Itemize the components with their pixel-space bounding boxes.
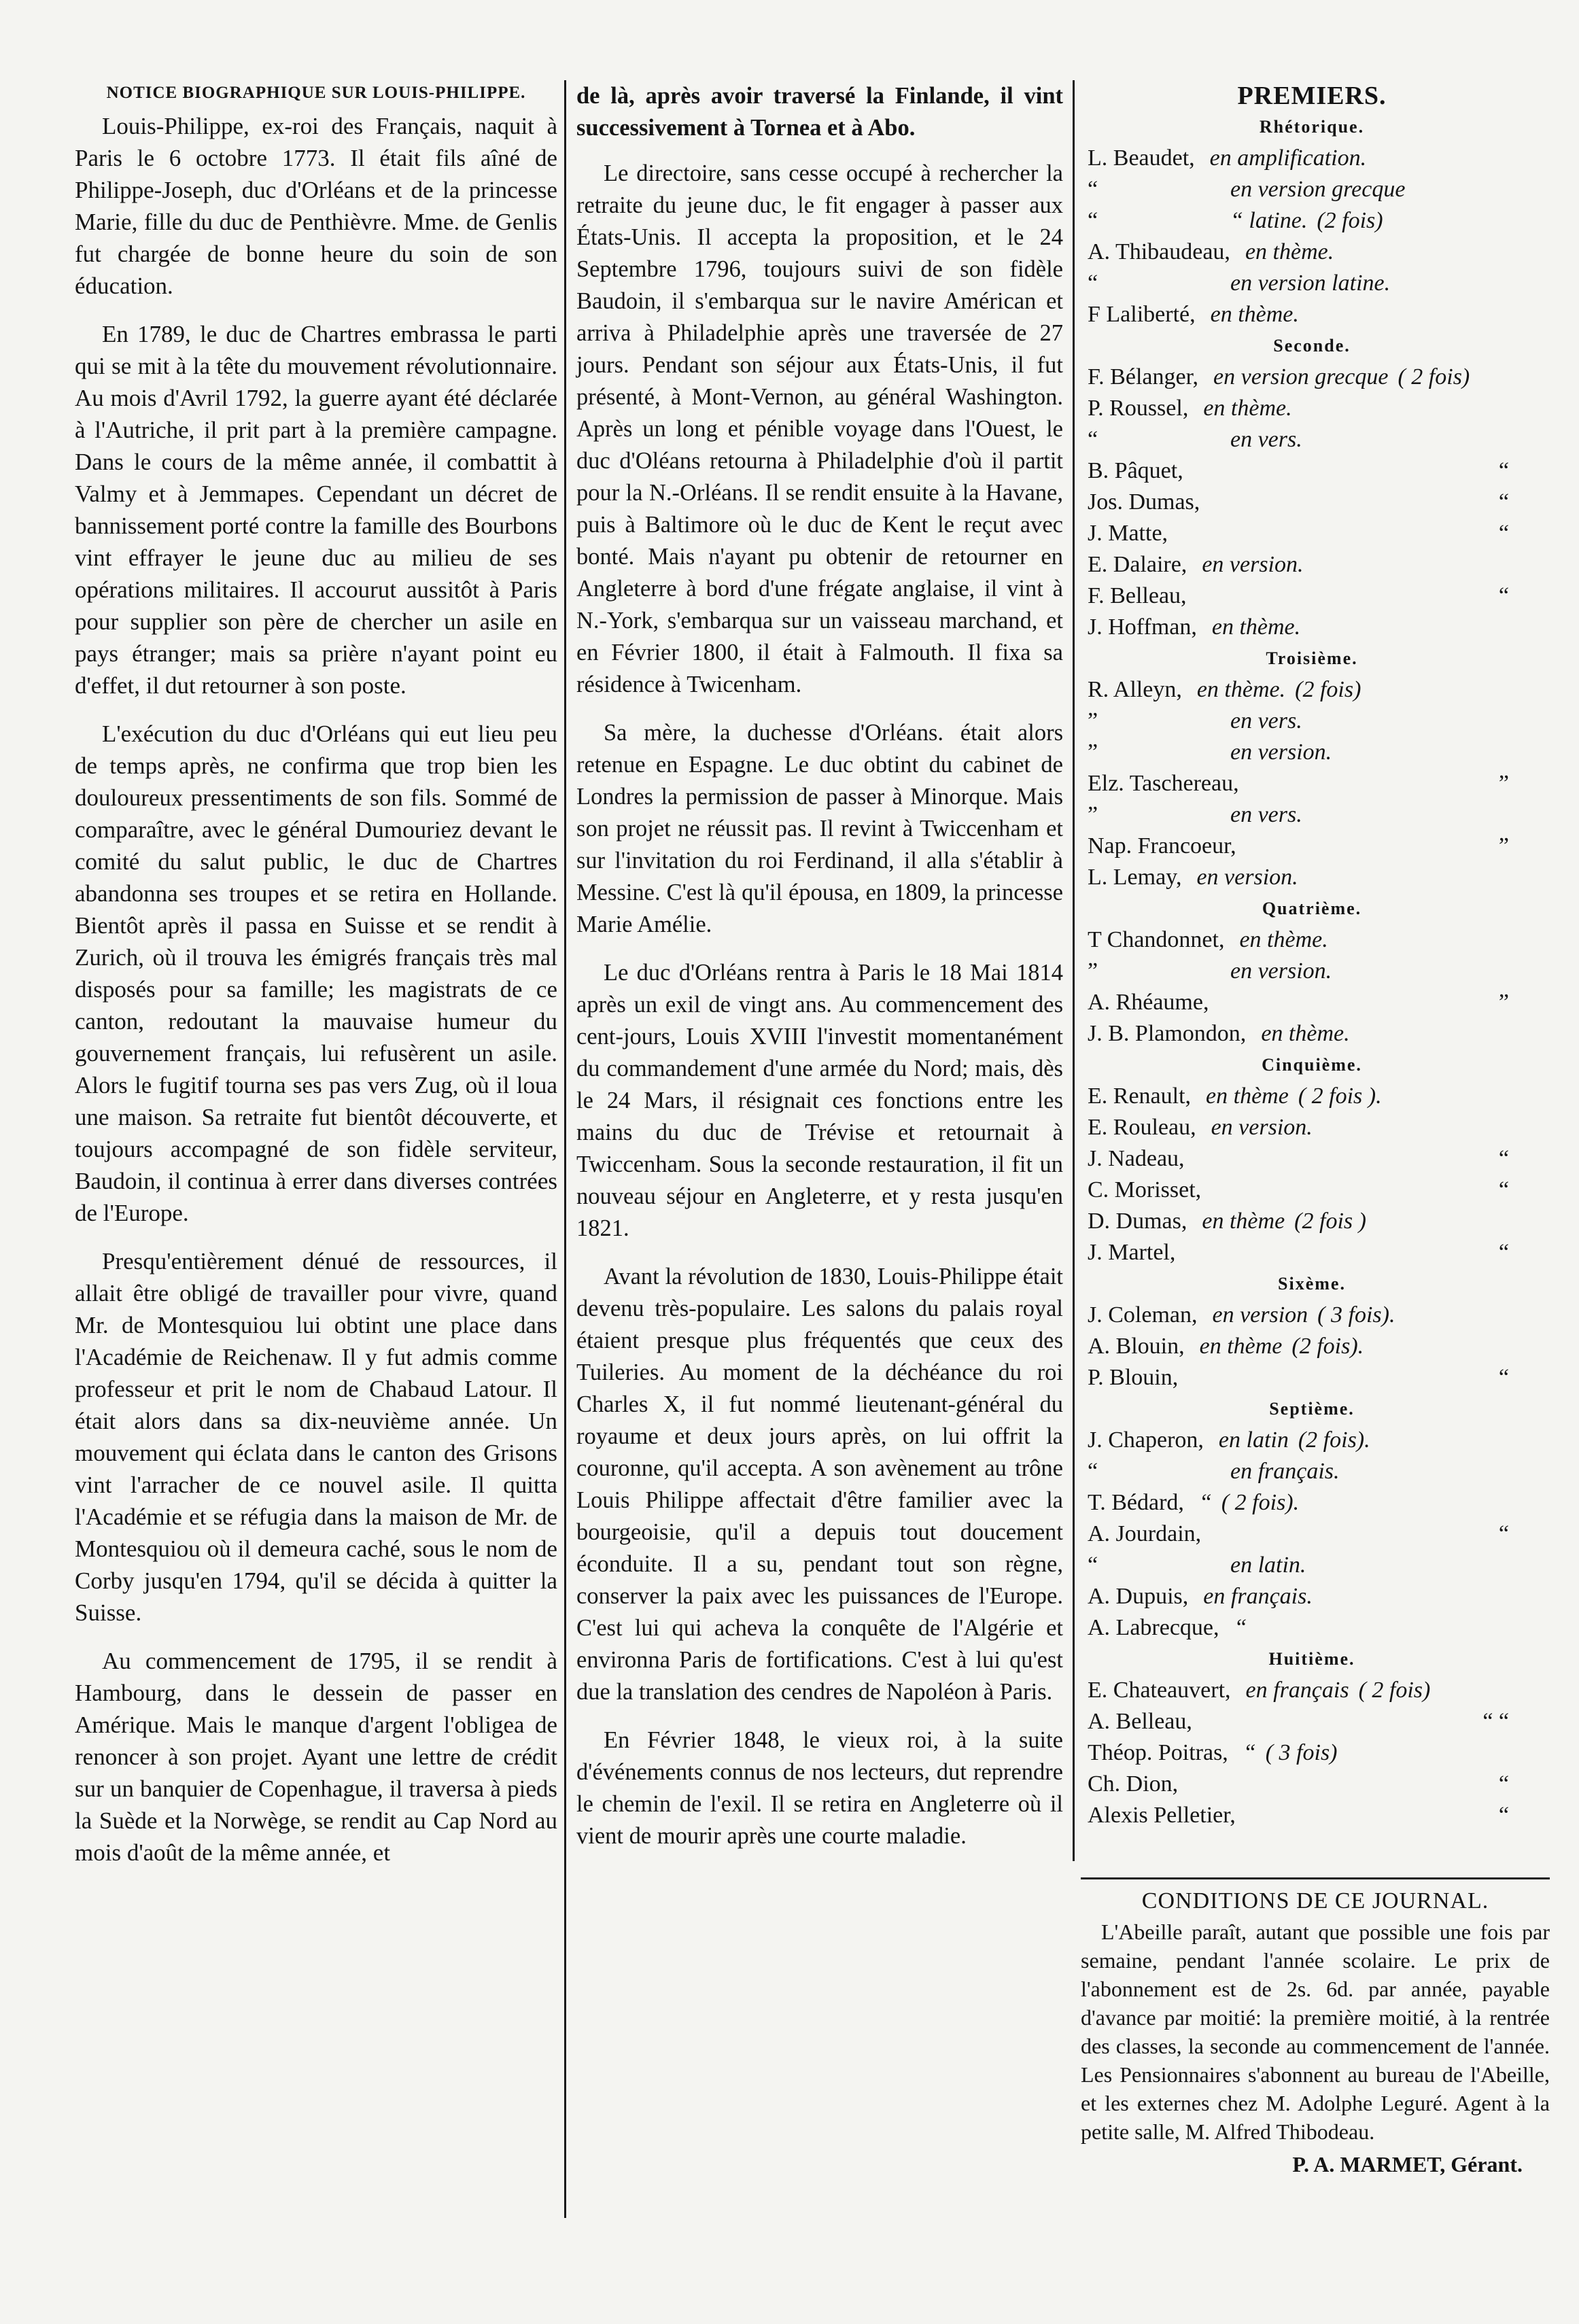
article-heading: NOTICE BIOGRAPHIQUE SUR LOUIS-PHILIPPE.: [106, 84, 526, 102]
student-name: A. Rhéaume,: [1088, 990, 1209, 1015]
honor-roll-entry: [1088, 362, 1536, 393]
honor-roll-entry: [1088, 831, 1536, 862]
ditto-mark: “: [1498, 458, 1509, 483]
student-name: B. Pâquet,: [1088, 458, 1183, 483]
class-heading: Troisième.: [1266, 648, 1358, 668]
honor-roll-entry: [1088, 737, 1536, 768]
subject: en version: [1212, 1302, 1308, 1328]
honor-roll-entry: [1088, 424, 1536, 455]
student-name: A. Blouin,: [1088, 1334, 1185, 1359]
honor-roll-entry: [1088, 612, 1536, 643]
article-paragraph: Louis-Philippe, ex-roi des Français, naquit à Paris le 6 octobre 1773. Il était fils aîné de Philippe-Joseph, duc d'Orléans et de la princesse Marie, fille du duc de Penthièvre. Mme. de Genlis fut chargée de bonne heure du soin de son éducation.: [75, 113, 557, 299]
student-name: E. Chateauvert,: [1088, 1678, 1231, 1703]
student-name: ”: [1088, 802, 1098, 827]
times-count: ( 3 fois).: [1317, 1302, 1395, 1328]
class-heading: Quatrième.: [1262, 899, 1362, 918]
student-name: J. Chaperon,: [1088, 1427, 1204, 1453]
honor-roll-entry: [1088, 1300, 1536, 1331]
article-paragraph: En Février 1848, le vieux roi, à la suite d'événements connus de nos lecteurs, dut reprendre le chemin de l'exil. Il se retira en Angleterre où il vient de mourir après une courte maladie.: [576, 1727, 1063, 1849]
subject: en thème: [1202, 1209, 1285, 1234]
student-name: L. Lemay,: [1088, 865, 1182, 890]
article-paragraph: Sa mère, la duchesse d'Orléans. était alors retenue en Espagne. Le duc obtint du cabinet de Londres la permission de passer à Minorque. Mais son projet ne réussit pas. Il revint à Twiccenham et sur l'invitation du roi Ferdinand, il alla s'établir à Messine. C'est là qu'il épousa, en 1809, la princesse Marie Amélie.: [576, 720, 1063, 937]
student-name: Jos. Dumas,: [1088, 489, 1200, 515]
student-name: A. Dupuis,: [1088, 1584, 1189, 1609]
student-name: “: [1088, 271, 1098, 296]
student-name: F Laliberté,: [1088, 302, 1196, 327]
conditions-text: L'Abeille paraît, autant que possible une fois par semaine, pendant l'année scolaire. Le prix de l'abonnement est de 2s. 6d. par année, payable d'avance par moitié: la première moitié, à la rentrée des classes, la seconde au commencement de l'année. Les Pensionnaires s'abonnent au bureau de l'Abeille, et les externes chez M. Adolphe Leguré. Agent à la petite salle, M. Alfred Thibodeau.: [1081, 1920, 1550, 2144]
student-name: “: [1088, 177, 1098, 202]
student-name: “: [1088, 208, 1098, 233]
biography-column-2: [576, 80, 1063, 1869]
student-name: J. Matte,: [1088, 521, 1168, 546]
ditto-mark: “: [1498, 1146, 1509, 1171]
subject: en version latine.: [1230, 271, 1391, 296]
student-name: ”: [1088, 958, 1098, 984]
ditto-mark: “: [1498, 583, 1509, 608]
student-name: Théop. Poitras,: [1088, 1740, 1228, 1765]
honor-roll-entry: [1088, 1612, 1536, 1644]
honor-roll-entry: [1088, 1331, 1536, 1362]
subject: en français.: [1203, 1584, 1313, 1609]
subject: en amplification.: [1209, 145, 1367, 171]
article-paragraph: Au commencement de 1795, il se rendit à Hambourg, dans le dessein de passer en Amérique. Mais le manque d'argent l'obligea de renoncer à son projet. Ayant une lettre de crédit sur un banquier de Copenhague, il traversa à pieds la Suède et la Norwège, se rendit au Cap Nord au mois d'août de la même année, et: [75, 1648, 557, 1866]
article-paragraph: Avant la révolution de 1830, Louis-Philippe était devenu très-populaire. Les salons du palais royal étaient presque plus fréquentés que ceux des Tuileries. Au moment de la déchéance du roi Charles X, il fut nommé lieutenant-général du royaume et deux jours après, on lui offrit la couronne, qu'il accepta. A son avènement au trône Louis Philippe affectait d'être familier avec la bourgeoisie, qu'il a depuis tout doucement éconduite. Il a su, pendant tout son règne, conserver la paix avec les puissances de l'Europe. C'est lui qui acheva la conquête de l'Algérie et environna Paris de fortifications. C'est à lui qu'est due la translation des cendres de Napoléon à Paris.: [576, 1264, 1063, 1705]
subject: en version grecque: [1230, 177, 1406, 202]
times-count: ( 2 fois ).: [1298, 1083, 1382, 1109]
subject: en français.: [1230, 1459, 1340, 1484]
subject: en latin.: [1230, 1553, 1306, 1578]
honor-roll-entry: [1088, 205, 1536, 237]
honor-roll-entry: [1088, 1737, 1536, 1769]
student-name: D. Dumas,: [1088, 1209, 1187, 1234]
ditto-mark: “: [1498, 521, 1509, 546]
times-count: (2 fois).: [1291, 1334, 1364, 1359]
honor-roll-entry: [1088, 674, 1536, 706]
subject: en thème.: [1211, 614, 1301, 640]
honor-roll-entry: [1088, 268, 1536, 299]
student-name: L. Beaudet,: [1088, 145, 1195, 171]
subject: en version grecque: [1213, 364, 1389, 389]
student-name: T Chandonnet,: [1088, 927, 1225, 952]
subject: en vers.: [1230, 802, 1302, 827]
student-name: A. Belleau,: [1088, 1709, 1192, 1734]
honor-roll-entry: [1088, 1800, 1536, 1831]
student-name: E. Renault,: [1088, 1083, 1192, 1109]
column-rule-right: [1073, 80, 1075, 1861]
honor-roll-entry: [1088, 1362, 1536, 1393]
times-count: (2 fois).: [1298, 1427, 1370, 1453]
class-heading: Cinquième.: [1262, 1055, 1362, 1075]
honor-roll-entry: [1088, 237, 1536, 268]
honor-roll-entry: [1088, 1175, 1536, 1206]
article-paragraph: Presqu'entièrement dénué de ressources, il allait être obligé de travailler pour vivre, quand Mr. de Montesquiou lui obtint une place dans l'Académie de Reichenaw. Il y fut admis comme professeur et prit le nom de Chabaud Latour. Il était alors dans sa dix-neuvième année. Un mouvement qui éclata dans le canton des Grisons vint l'arracher de ce nouvel asile. Il quitta l'Académie et se réfugia dans la maison de Mr. de Montesquiou où il demeura caché, sous le nom de Corby jusqu'en 1794, qu'il se décida à quitter la Suisse.: [75, 1248, 557, 1626]
honor-roll-entry: [1088, 1425, 1536, 1456]
student-name: Ch. Dion,: [1088, 1771, 1179, 1797]
student-name: Nap. Francoeur,: [1088, 833, 1236, 859]
honor-roll-entry: [1088, 706, 1536, 737]
article-paragraph: Le directoire, sans cesse occupé à rechercher la retraite du jeune duc, le fit engager à passer aux États-Unis. Il accepta la proposition, et le 24 Septembre 1796, toujours suivi de son fidèle Baudoin, il s'embarqua sur le navire Américan et arriva à Philadelphie après une traversée de 27 jours. Pendant son séjour aux États-Unis, il fut présenté, à Mont-Vernon, au général Washington. Après un long et pénible voyage dans l'Ouest, le duc d'Oléans retourna à Philadelphie d'où il partit pour la N.-Orléans. Il se rendit ensuite à la Havane, puis à Baltimore où le duc de Kent le reçut avec bonté. Mais n'ayant pu obtenir de retourner en Angleterre à bord d'une frégate anglaise, il vint à N.-York, s'embarqua sur un vaisseau marchand, et en Février 1800, il était à Falmouth. Il fixa sa résidence à Twicenham.: [576, 160, 1063, 697]
honor-roll-entry: [1088, 987, 1536, 1018]
honor-roll-entry: [1088, 1018, 1536, 1050]
subject: en thème.: [1245, 239, 1334, 264]
ditto-mark: ”: [1498, 990, 1509, 1015]
times-count: (2 fois): [1317, 208, 1383, 233]
student-name: J. Coleman,: [1088, 1302, 1198, 1328]
subject: “ latine.: [1230, 208, 1308, 233]
student-name: J. Nadeau,: [1088, 1146, 1185, 1171]
honor-roll-entry: [1088, 1081, 1536, 1112]
subject: en version.: [1196, 865, 1298, 890]
student-name: A. Thibaudeau,: [1088, 239, 1230, 264]
subject: en version.: [1230, 740, 1332, 765]
student-name: A. Jourdain,: [1088, 1521, 1202, 1546]
article-paragraph: En 1789, le duc de Chartres embrassa le parti qui se mit à la tête du mouvement révolutionnaire. Au mois d'Avril 1792, la guerre ayant été déclarée à l'Autriche, il prit part à la première campagne. Dans le cours de la même année, il combattit à Valmy et à Jemmapes. Cependant un décret de bannissement porté contre la famille des Bourbons vint effrayer le jeune duc au milieu de ses opérations militaires. Il accourut aussitôt à Paris pour supplier son père de chercher un asile en pays étranger; mais sa prière n'ayant point eu d'effet, il dut retourner à son poste.: [75, 321, 557, 699]
subject: en français: [1245, 1678, 1349, 1703]
subject: “: [1234, 1615, 1247, 1640]
subject: en version.: [1211, 1115, 1313, 1140]
honor-roll-entry: [1088, 487, 1536, 518]
subject: en vers.: [1230, 708, 1302, 733]
honor-roll-entry: [1088, 1456, 1536, 1487]
student-name: ”: [1088, 740, 1098, 765]
manager-signature: P. A. MARMET, Gérant.: [1292, 2152, 1523, 2176]
honor-roll-entry: [1088, 1675, 1536, 1706]
journal-conditions-box: [1081, 1877, 1550, 2179]
honor-roll-entry: [1088, 1769, 1536, 1800]
times-count: (2 fois): [1295, 677, 1361, 702]
student-name: “: [1088, 1459, 1098, 1484]
student-name: Alexis Pelletier,: [1088, 1803, 1236, 1828]
student-name: J. B. Plamondon,: [1088, 1021, 1247, 1046]
honor-roll-entry: [1088, 1706, 1536, 1737]
honor-roll-entry: [1088, 799, 1536, 831]
student-name: A. Labrecque,: [1088, 1615, 1219, 1640]
student-name: E. Dalaire,: [1088, 552, 1187, 577]
student-name: “: [1088, 427, 1098, 452]
student-name: ”: [1088, 708, 1098, 733]
subject: en thème.: [1261, 1021, 1350, 1046]
honor-roll-entry: [1088, 1112, 1536, 1143]
honor-roll-title: PREMIERS.: [1237, 82, 1387, 110]
ditto-mark: “: [1498, 489, 1509, 515]
column-rule-left: [564, 80, 566, 2218]
student-name: F. Belleau,: [1088, 583, 1187, 608]
ditto-mark: ”: [1498, 833, 1509, 859]
honor-roll-entry: [1088, 924, 1536, 956]
article-continuation: de là, après avoir traversé la Finlande, il vint successivement à Tornea et à Abo.: [576, 83, 1063, 141]
student-name: R. Alleyn,: [1088, 677, 1182, 702]
honor-roll-entry: [1088, 549, 1536, 580]
student-name: J. Hoffman,: [1088, 614, 1197, 640]
student-name: P. Blouin,: [1088, 1365, 1179, 1390]
biography-column-1: [75, 80, 557, 1885]
student-name: Elz. Taschereau,: [1088, 771, 1239, 796]
subject: “: [1243, 1740, 1256, 1765]
subject: en thème: [1206, 1083, 1289, 1109]
subject: en thème: [1199, 1334, 1283, 1359]
honor-roll-entry: [1088, 143, 1536, 174]
honor-roll-entry: [1088, 1519, 1536, 1550]
honor-roll-entry: [1088, 1143, 1536, 1175]
article-paragraph: L'exécution du duc d'Orléans qui eut lieu peu de temps après, ne confirma que trop bien les douloureux pressentiments de son fils. Sommé de comparaître, avec le général Dumouriez devant le comité du salut public, le duc de Chartres abandonna ses troupes et se retira en Hollande. Bientôt après il passa en Suisse et se rendit à Zurich, où il trouva les émigrés français très mal disposés pour sa famille; les magistrats de ce canton, redoutant la mauvaise humeur du gouvernement français, lui refusèrent un asile. Alors le fugitif tourna ses pas vers Zug, où il loua une maison. Sa retraite fut bientôt découverte, et toujours accompagné de son fidèle serviteur, Baudoin, il continua à errer dans diverses contrées de l'Europe.: [75, 721, 557, 1226]
article-paragraph: Le duc d'Orléans rentra à Paris le 18 Mai 1814 après un exil de vingt ans. Au commencement des cent-jours, Louis XVIII l'investit momentanément du commandement d'une armée du Nord; mais, dès le 24 Mars, il résignait ces fonctions entre les mains du duc de Trévise et retournait à Twiccenham. Sous la seconde restauration, il fit un nouveau séjour en Angleterre, et y resta jusqu'en 1821.: [576, 960, 1063, 1241]
honor-roll-entry: [1088, 1237, 1536, 1268]
honor-roll-entry: [1088, 1487, 1536, 1519]
honor-roll-entry: [1088, 580, 1536, 612]
student-name: P. Roussel,: [1088, 396, 1189, 421]
times-count: (2 fois ): [1294, 1209, 1366, 1234]
ditto-mark: “: [1498, 1365, 1509, 1390]
subject: en thème.: [1196, 677, 1286, 702]
student-name: T. Bédard,: [1088, 1490, 1184, 1515]
honor-roll-entry: [1088, 174, 1536, 205]
student-name: J. Martel,: [1088, 1240, 1176, 1265]
ditto-mark: “: [1498, 1803, 1509, 1828]
subject: en thème.: [1239, 927, 1328, 952]
subject: en thème.: [1210, 302, 1299, 327]
ditto-mark: “: [1498, 1240, 1509, 1265]
subject: en vers.: [1230, 427, 1302, 452]
class-heading: Rhétorique.: [1259, 117, 1365, 137]
subject: en version.: [1230, 958, 1332, 984]
honor-roll-entry: [1088, 956, 1536, 987]
class-heading: Huitième.: [1268, 1649, 1355, 1669]
subject: en version.: [1202, 552, 1304, 577]
honor-roll-entry: [1088, 1550, 1536, 1581]
class-heading: Seconde.: [1273, 336, 1351, 355]
subject: en latin: [1218, 1427, 1289, 1453]
class-heading: Septième.: [1269, 1399, 1355, 1419]
times-count: ( 3 fois): [1265, 1740, 1338, 1765]
honor-roll-entry: [1088, 862, 1536, 893]
honor-roll-sections: [1088, 111, 1536, 1831]
ditto-mark: “ “: [1482, 1709, 1509, 1734]
subject: “: [1198, 1490, 1212, 1515]
times-count: ( 2 fois).: [1221, 1490, 1300, 1515]
student-name: F. Bélanger,: [1088, 364, 1199, 389]
honor-roll-column: [1088, 80, 1536, 1831]
ditto-mark: “: [1498, 1521, 1509, 1546]
ditto-mark: “: [1498, 1177, 1509, 1202]
honor-roll-entry: [1088, 768, 1536, 799]
ditto-mark: “: [1498, 1771, 1509, 1797]
student-name: C. Morisset,: [1088, 1177, 1202, 1202]
subject: en thème.: [1203, 396, 1292, 421]
times-count: ( 2 fois): [1398, 364, 1470, 389]
conditions-title: CONDITIONS DE CE JOURNAL.: [1141, 1888, 1489, 1913]
honor-roll-entry: [1088, 518, 1536, 549]
student-name: E. Rouleau,: [1088, 1115, 1196, 1140]
honor-roll-entry: [1088, 455, 1536, 487]
honor-roll-entry: [1088, 393, 1536, 424]
class-heading: Sixème.: [1278, 1274, 1346, 1294]
honor-roll-entry: [1088, 1206, 1536, 1237]
times-count: ( 2 fois): [1358, 1678, 1431, 1703]
honor-roll-entry: [1088, 1581, 1536, 1612]
honor-roll-entry: [1088, 299, 1536, 330]
student-name: “: [1088, 1553, 1098, 1578]
ditto-mark: ”: [1498, 771, 1509, 796]
